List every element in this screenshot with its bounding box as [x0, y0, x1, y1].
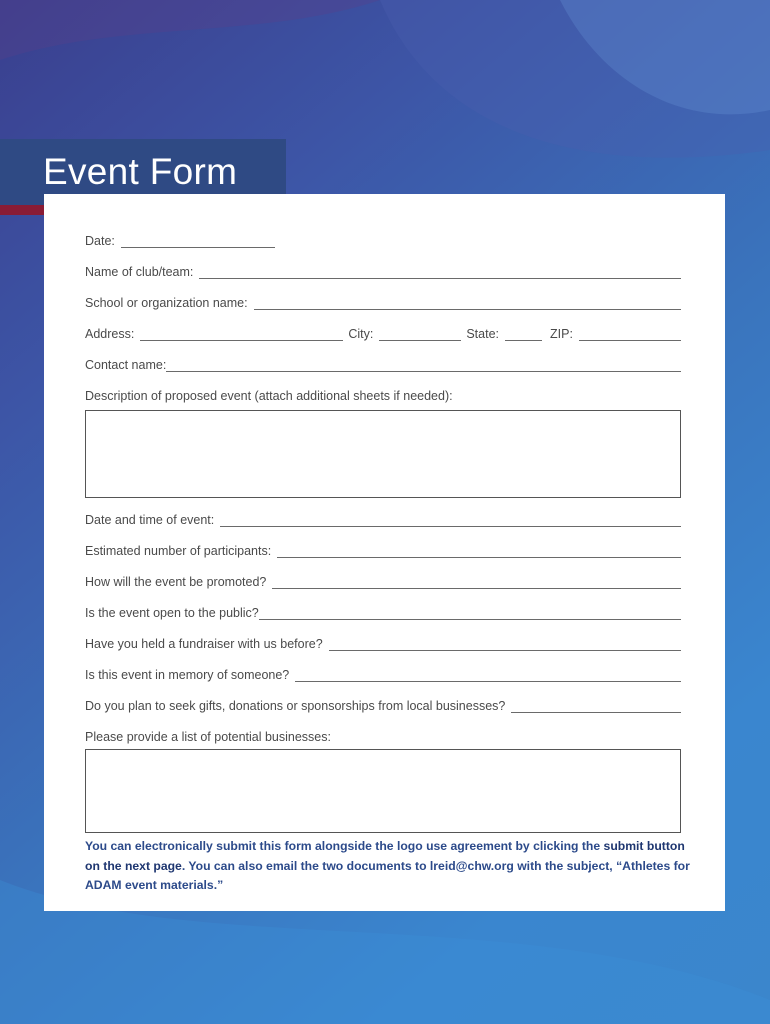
fundraiser-row	[85, 633, 681, 651]
businesses-row	[85, 726, 681, 744]
date-label: Date:	[85, 234, 115, 248]
memory-field[interactable]	[295, 667, 681, 682]
promoted-label: How will the event be promoted?	[85, 575, 267, 589]
datetime-field[interactable]	[220, 512, 681, 527]
contact-row	[85, 354, 681, 372]
date-field[interactable]	[121, 233, 275, 248]
school-row	[85, 292, 681, 310]
zip-field[interactable]	[579, 326, 681, 341]
gifts-field[interactable]	[511, 698, 681, 713]
public-row	[85, 602, 681, 620]
address-field[interactable]	[140, 326, 343, 341]
school-field[interactable]	[254, 295, 681, 310]
city-label: City:	[348, 327, 374, 341]
submission-note	[85, 837, 695, 896]
datetime-row	[85, 509, 681, 527]
businesses-label: Please provide a list of potential businesses:	[85, 730, 331, 744]
address-label: Address:	[85, 327, 135, 341]
description-box[interactable]	[85, 410, 681, 498]
club-row	[85, 261, 681, 279]
school-label: School or organization name:	[85, 296, 248, 310]
state-field[interactable]	[505, 326, 542, 341]
public-field[interactable]	[259, 605, 681, 620]
gifts-row	[85, 695, 681, 713]
club-field[interactable]	[199, 264, 681, 279]
form-card	[44, 194, 725, 911]
description-row	[85, 385, 681, 403]
note-text-2: . You can also email the two documents to lreid@chw.org with the subject, “Athletes for ADAM event materials.”	[85, 858, 690, 892]
address-row	[85, 323, 681, 341]
gifts-label: Do you plan to seek gifts, donations or sponsorships from local businesses?	[85, 699, 506, 713]
fundraiser-field[interactable]	[329, 636, 681, 651]
promoted-row	[85, 571, 681, 589]
club-label: Name of club/team:	[85, 265, 194, 279]
fundraiser-label: Have you held a fundraiser with us before?	[85, 637, 323, 651]
public-label: Is the event open to the public?	[85, 606, 259, 620]
city-field[interactable]	[379, 326, 461, 341]
participants-label: Estimated number of participants:	[85, 544, 272, 558]
memory-label: Is this event in memory of someone?	[85, 668, 290, 682]
contact-label: Contact name:	[85, 358, 167, 372]
participants-row	[85, 540, 681, 558]
state-label: State:	[466, 327, 500, 341]
note-bold-text: submit button on the next page	[85, 839, 685, 873]
datetime-label: Date and time of event:	[85, 513, 215, 527]
promoted-field[interactable]	[272, 574, 681, 589]
description-label: Description of proposed event (attach additional sheets if needed):	[85, 389, 453, 403]
contact-field[interactable]	[166, 357, 681, 372]
note-text-1: You can electronically submit this form alongside the logo use agreement by clicking the	[85, 839, 604, 853]
memory-row	[85, 664, 681, 682]
businesses-box[interactable]	[85, 749, 681, 833]
zip-label: ZIP:	[550, 327, 573, 341]
participants-field[interactable]	[277, 543, 681, 558]
date-row	[85, 230, 681, 248]
page-title: Event Form	[43, 151, 238, 192]
